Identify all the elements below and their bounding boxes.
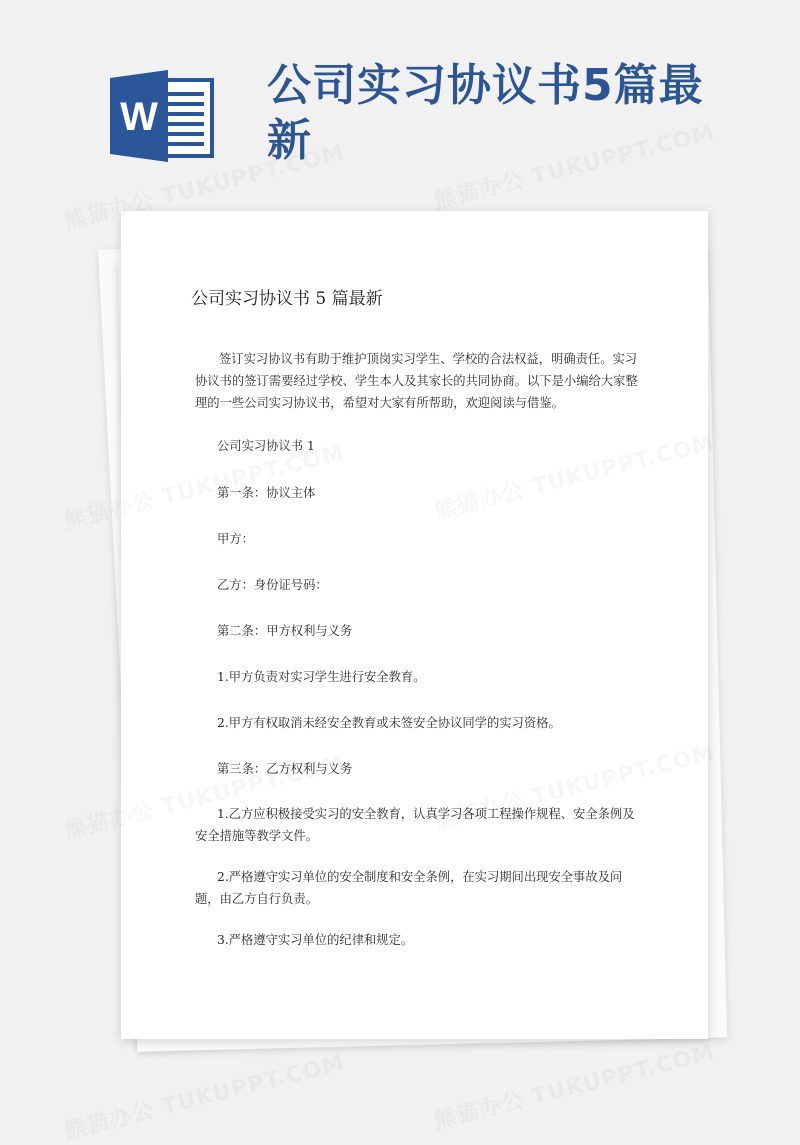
- list-item: 1.乙方应积极接受实习的安全教育，认真学习各项工程操作规程、安全条例及安全措施等教学文件。: [195, 807, 635, 843]
- watermark: [61, 1046, 348, 1145]
- banner-title: [267, 58, 707, 168]
- word-logo-icon: [110, 70, 214, 162]
- list-item: 2.甲方有权取消未经安全教育或未签安全协议同学的实习资格。: [217, 716, 561, 730]
- article-heading: 第三条：乙方权利与义务: [217, 762, 353, 776]
- article-heading: 第二条：甲方权利与义务: [217, 624, 353, 638]
- document-page: [121, 211, 708, 1039]
- party-a-line: 甲方：: [217, 532, 254, 546]
- list-item: 2.严格遵守实习单位的安全制度和安全条例，在实习期间出现安全事故及问题，由乙方自行负责。: [195, 870, 623, 906]
- banner-title-line2: 新: [267, 115, 312, 166]
- section-heading: 公司实习协议书 1: [217, 439, 315, 453]
- list-item: 1.甲方负责对实习学生进行安全教育。: [217, 670, 426, 684]
- banner-title-line1: 公司实习协议书5篇最: [267, 60, 704, 111]
- svg-text:W: W: [120, 95, 158, 139]
- party-b-line: 乙方：身份证号码：: [217, 578, 328, 592]
- article-heading: 第一条：协议主体: [217, 486, 316, 500]
- document-title: 公司实习协议书 5 篇最新: [191, 289, 383, 309]
- list-item: 3.严格遵守实习单位的纪律和规定。: [217, 933, 414, 947]
- document-intro: 签订实习协议书有助于维护顶岗实习学生、学校的合法权益，明确责任。实习协议书的签订需要经过学校、学生本人及其家长的共同协商。以下是小编给大家整理的一些公司实习协议书，希望对大家有所帮助，欢迎阅读与借鉴。: [195, 352, 638, 410]
- watermark: [431, 1036, 718, 1136]
